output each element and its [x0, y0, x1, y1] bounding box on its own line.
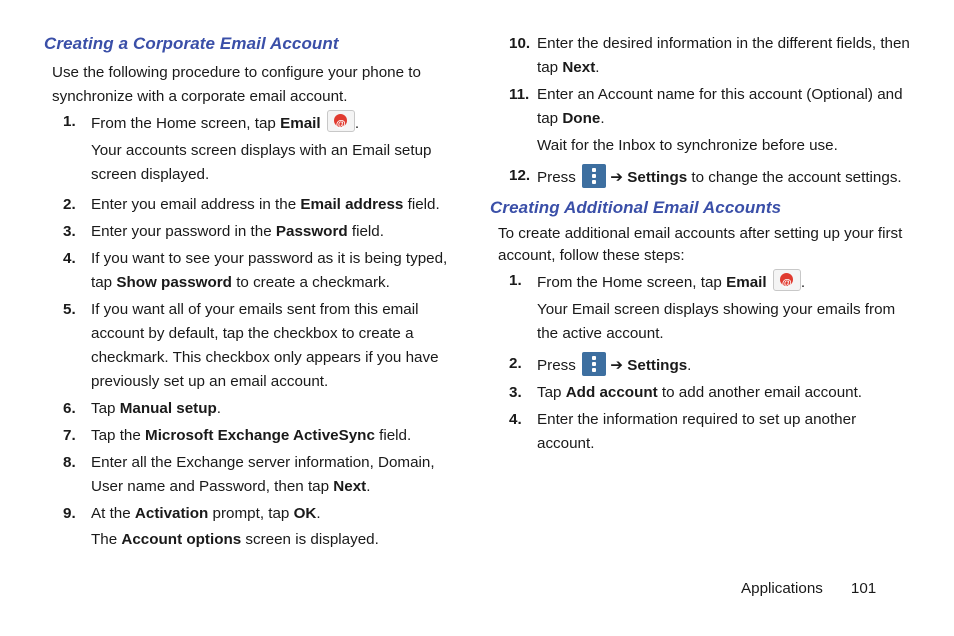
- additional-step-4: 4. Enter the information required to set up another account.: [509, 411, 857, 452]
- step-6: 6. Tap Manual setup.: [63, 400, 221, 417]
- step-12: 12. Press ➔ Settings to change the account settings.: [490, 164, 910, 190]
- arrow-icon: ➔: [610, 357, 624, 374]
- step-10: 10. Enter the desired information in the different fields, then tap Next.: [509, 35, 910, 76]
- step-2: 2. Enter you email address in the Email address field.: [63, 196, 440, 213]
- step-11: 11. Enter an Account name for this account (Optional) and tap Done.: [509, 86, 903, 127]
- step-5: 5. If you want all of your emails sent from this email account by default, tap the checkbox to create a checkmark. This checkbox only appears if you have previously set up an email account.: [63, 301, 439, 390]
- intro-paragraph: Use the following procedure to configure your phone to synchronize with a corporate email account.: [52, 64, 421, 105]
- additional-step-3: 3. Tap Add account to add another email account.: [509, 384, 863, 401]
- step-3: 3. Enter your password in the Password field.: [63, 223, 384, 240]
- step-4: 4. If you want to see your password as it is being typed, tap Show password to create a checkmark.: [63, 250, 448, 291]
- step-1-note: Your accounts screen displays with an Email setup screen displayed.: [91, 142, 432, 183]
- right-column: [490, 32, 910, 456]
- email-app-icon: [773, 269, 801, 291]
- step-number: 1.: [63, 113, 76, 130]
- menu-icon: [582, 164, 606, 188]
- arrow-icon: ➔: [610, 169, 624, 186]
- step-7: 7. Tap the Microsoft Exchange ActiveSync field.: [63, 427, 412, 444]
- section-heading-additional: Creating Additional Email Accounts: [490, 198, 782, 217]
- menu-icon: [582, 352, 606, 376]
- page-number: 101: [850, 580, 877, 597]
- step-9: 9. At the Activation prompt, tap OK.: [63, 505, 321, 522]
- additional-step-2: 2. Press ➔ Settings.: [490, 352, 910, 378]
- email-app-icon: [327, 110, 355, 132]
- section-heading-corporate: Creating a Corporate Email Account: [44, 34, 339, 53]
- additional-step-1-note: Your Email screen displays showing your emails from the active account.: [537, 301, 896, 342]
- step-8: 8. Enter all the Exchange server information, Domain, User name and Password, then tap Next.: [63, 454, 435, 495]
- step-11-note: Wait for the Inbox to synchronize before use.: [537, 137, 838, 154]
- page-footer: [741, 577, 876, 601]
- step-1: 1. From the Home screen, tap Email @ .: [44, 110, 454, 136]
- intro-paragraph-additional: To create additional email accounts after setting up your first account, follow these steps:: [498, 225, 903, 264]
- additional-step-1: 1. From the Home screen, tap Email @ .: [490, 269, 910, 295]
- footer-section: Applications: [741, 580, 823, 597]
- left-column: [44, 32, 454, 552]
- step-9-note: The Account options screen is displayed.: [91, 531, 379, 548]
